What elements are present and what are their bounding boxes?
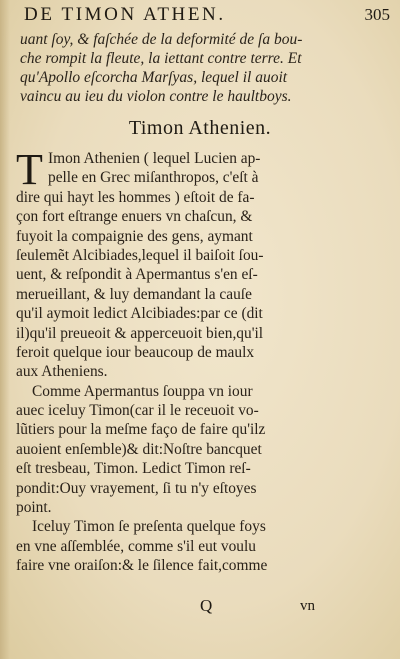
- body-line: ſeulemẽt Alcibiades,lequel il baiſoit ſou-: [16, 246, 264, 264]
- body-line: Imon Athenien ( lequel Lucien ap-: [48, 150, 261, 167]
- running-title: DE TIMON ATHEN.: [24, 4, 226, 25]
- italic-line: qu'Apollo eſcorcha Marſyas, lequel il auoit: [20, 69, 288, 86]
- italic-line: uant ſoy, & faſchée de la deformité de ſa bou-: [20, 31, 303, 48]
- body-line: pelle en Grec miſanthropos, c'eſt à: [48, 169, 259, 187]
- drop-cap: T: [16, 145, 43, 194]
- body-line: en vne aſſemblée, comme s'il eut voulu: [16, 537, 256, 555]
- page-number: 305: [364, 5, 390, 24]
- running-head: [24, 4, 390, 28]
- body-line: point.: [16, 499, 52, 517]
- body-line: dire qui hayt les hommes ) eſtoit de fa-: [16, 188, 255, 206]
- body-line: auec iceluy Timon(car il le receuoit vo-: [16, 402, 259, 420]
- body-line: feroit quelque iour beaucoup de maulx: [16, 343, 255, 361]
- body-line: eſt tresbeau, Timon. Ledict Timon reſ-: [16, 460, 251, 478]
- catchword: vn: [300, 598, 315, 614]
- italic-passage: [20, 30, 392, 106]
- body-line: uent, & reſpondit à Apermantus s'en eſ-: [16, 266, 258, 284]
- body-text: [16, 145, 392, 576]
- body-line: pondit:Ouy vrayement, ſi tu n'y eſtoyes: [16, 479, 257, 497]
- body-line: fuyoit la compaignie des gens, aymant: [16, 227, 253, 245]
- italic-line: vaincu au ieu du violon contre le haultboys.: [20, 88, 292, 105]
- body-line: aux Atheniens.: [16, 363, 108, 381]
- body-line: lũtiers pour la meſme faço de faire qu'ilz: [16, 421, 266, 439]
- body-line: Iceluy Timon ſe preſenta quelque foys: [32, 518, 266, 536]
- body-line: faire vne oraiſon:& le ſilence fait,comme: [16, 557, 268, 575]
- body-line: auoient enſemble)& dit:Noſtre bancquet: [16, 440, 262, 458]
- body-line: il)qu'il preueoit & apperceuoit bien,qu'il: [16, 324, 264, 342]
- italic-line: che rompit la fleute, la iettant contre terre. Et: [20, 50, 302, 67]
- body-line: merueillant, & luy demandant la cauſe: [16, 285, 252, 303]
- section-heading: Timon Athenien.: [128, 117, 272, 139]
- body-line: qu'il aymoit ledict Alcibiades:par ce (dit: [16, 305, 263, 323]
- body-line: Comme Apermantus ſouppa vn iour: [32, 382, 253, 400]
- signature-mark: Q: [200, 596, 213, 615]
- body-line: çon fort eſtrange enuers vn chaſcun, &: [16, 208, 253, 226]
